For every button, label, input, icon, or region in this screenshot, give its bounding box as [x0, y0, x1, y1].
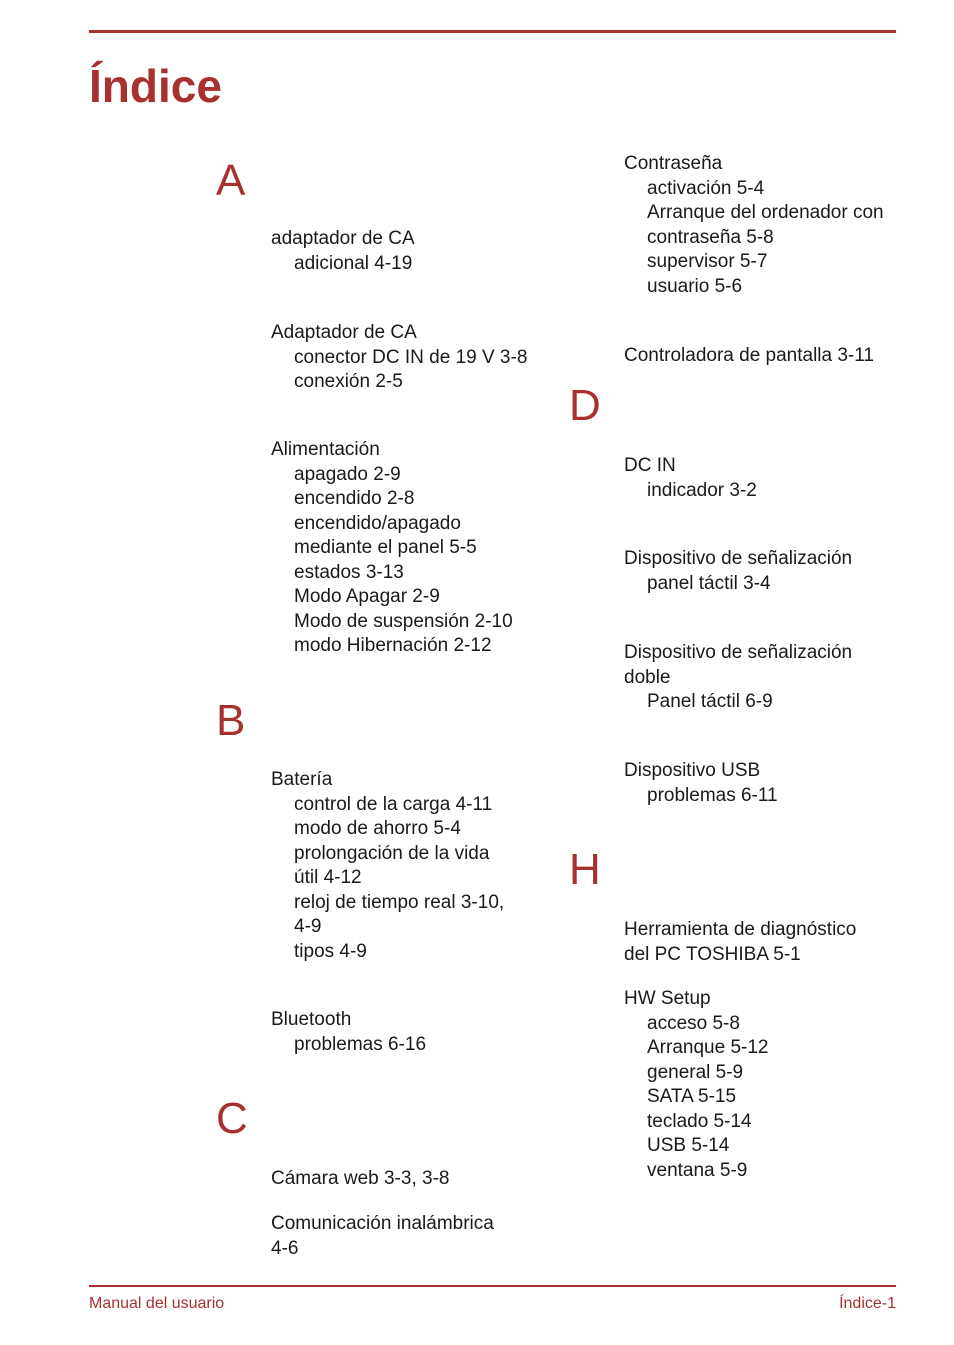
footer-rule [89, 1285, 896, 1287]
entry-main: Herramienta de diagnóstico [624, 919, 857, 940]
entry-sub: panel táctil 3-4 [647, 572, 771, 594]
section-letter-d: D [569, 381, 601, 430]
entry-main: Contraseña [624, 153, 723, 174]
index-entry-camara-web [271, 1167, 449, 1192]
entry-sub: activación 5-4 [647, 177, 765, 199]
entry-main: del PC TOSHIBA 5-1 [624, 943, 801, 965]
entry-sub: problemas 6-11 [647, 784, 778, 806]
entry-sub: reloj de tiempo real 3-10, [294, 891, 505, 913]
footer-page-number: Índice-1 [839, 1295, 896, 1312]
section-letter-c: C [216, 1094, 248, 1143]
entry-sub: mediante el panel 5-5 [294, 537, 477, 558]
entry-sub: modo de ahorro 5-4 [294, 818, 461, 839]
entry-main: 4-6 [271, 1237, 299, 1259]
index-entry-adaptador-ca [271, 321, 527, 395]
entry-sub: Arranque del ordenador con [647, 202, 884, 223]
entry-sub: modo Hibernación 2-12 [294, 635, 492, 656]
entry-sub: general 5-9 [647, 1061, 744, 1083]
entry-main: Adaptador de CA [271, 322, 417, 343]
entry-main: HW Setup [624, 988, 711, 1009]
entry-sub: Modo de suspensión 2-10 [294, 610, 513, 632]
entry-sub: 4-9 [294, 916, 322, 937]
index-entry-comunicacion-inalambrica [271, 1212, 494, 1261]
entry-sub: encendido 2-8 [294, 488, 415, 509]
entry-sub: estados 3-13 [294, 561, 404, 583]
entry-sub: prolongación de la vida [294, 842, 490, 864]
entry-sub: Arranque 5-12 [647, 1037, 769, 1058]
section-letter-a: A [216, 156, 246, 205]
top-rule [89, 30, 896, 33]
index-entry-bateria [271, 768, 504, 964]
entry-main: Cámara web 3-3, 3-8 [271, 1168, 450, 1189]
entry-sub: apagado 2-9 [294, 463, 401, 485]
entry-main: DC IN [624, 455, 676, 476]
index-entry-dispositivo-senalizacion [624, 547, 852, 596]
entry-sub: USB 5-14 [647, 1135, 730, 1156]
entry-main: Comunicación inalámbrica [271, 1213, 494, 1234]
index-entry-contrasena [624, 152, 884, 299]
entry-sub: encendido/apagado [294, 512, 461, 534]
index-entry-alimentacion [271, 438, 513, 659]
entry-sub: problemas 6-16 [294, 1033, 427, 1055]
entry-main: doble [624, 666, 671, 688]
entry-main: Dispositivo de señalización [624, 548, 853, 569]
index-entry-controladora-pantalla [624, 344, 874, 369]
page-title: Índice [89, 60, 222, 112]
index-entry-bluetooth [271, 1008, 426, 1057]
entry-main: Bluetooth [271, 1009, 352, 1030]
entry-sub: contraseña 5-8 [647, 226, 774, 248]
index-entry-dispositivo-senalizacion-doble [624, 641, 852, 715]
entry-sub: Modo Apagar 2-9 [294, 586, 440, 607]
entry-sub: control de la carga 4-11 [294, 793, 493, 815]
index-entry-herramienta-diagnostico [624, 918, 856, 967]
entry-sub: usuario 5-6 [647, 275, 743, 297]
entry-sub: tipos 4-9 [294, 940, 367, 962]
index-entry-dc-in [624, 454, 757, 503]
entry-main: Alimentación [271, 439, 380, 460]
entry-sub: conexión 2-5 [294, 371, 403, 392]
entry-sub: adicional 4-19 [294, 252, 413, 274]
entry-main: adaptador de CA [271, 228, 415, 249]
entry-main: Dispositivo USB [624, 760, 761, 781]
section-letter-b: B [216, 696, 246, 745]
entry-sub: teclado 5-14 [647, 1110, 752, 1132]
entry-sub: supervisor 5-7 [647, 251, 768, 272]
entry-main: Batería [271, 769, 333, 790]
entry-sub: conector DC IN de 19 V 3-8 [294, 346, 528, 368]
entry-sub: SATA 5-15 [647, 1086, 737, 1107]
entry-main: Controladora de pantalla 3-11 [624, 345, 874, 366]
index-entry-dispositivo-usb [624, 759, 778, 808]
entry-sub: acceso 5-8 [647, 1012, 740, 1034]
entry-main: Dispositivo de señalización [624, 642, 853, 663]
index-entry-hw-setup [624, 987, 768, 1183]
section-letter-h: H [569, 845, 601, 894]
entry-sub: ventana 5-9 [647, 1159, 748, 1181]
footer-manual-title: Manual del usuario [89, 1295, 225, 1312]
entry-sub: indicador 3-2 [647, 479, 757, 501]
entry-sub: Panel táctil 6-9 [647, 691, 773, 712]
index-entry-adaptador-ca-lower [271, 227, 415, 276]
entry-sub: útil 4-12 [294, 867, 362, 888]
